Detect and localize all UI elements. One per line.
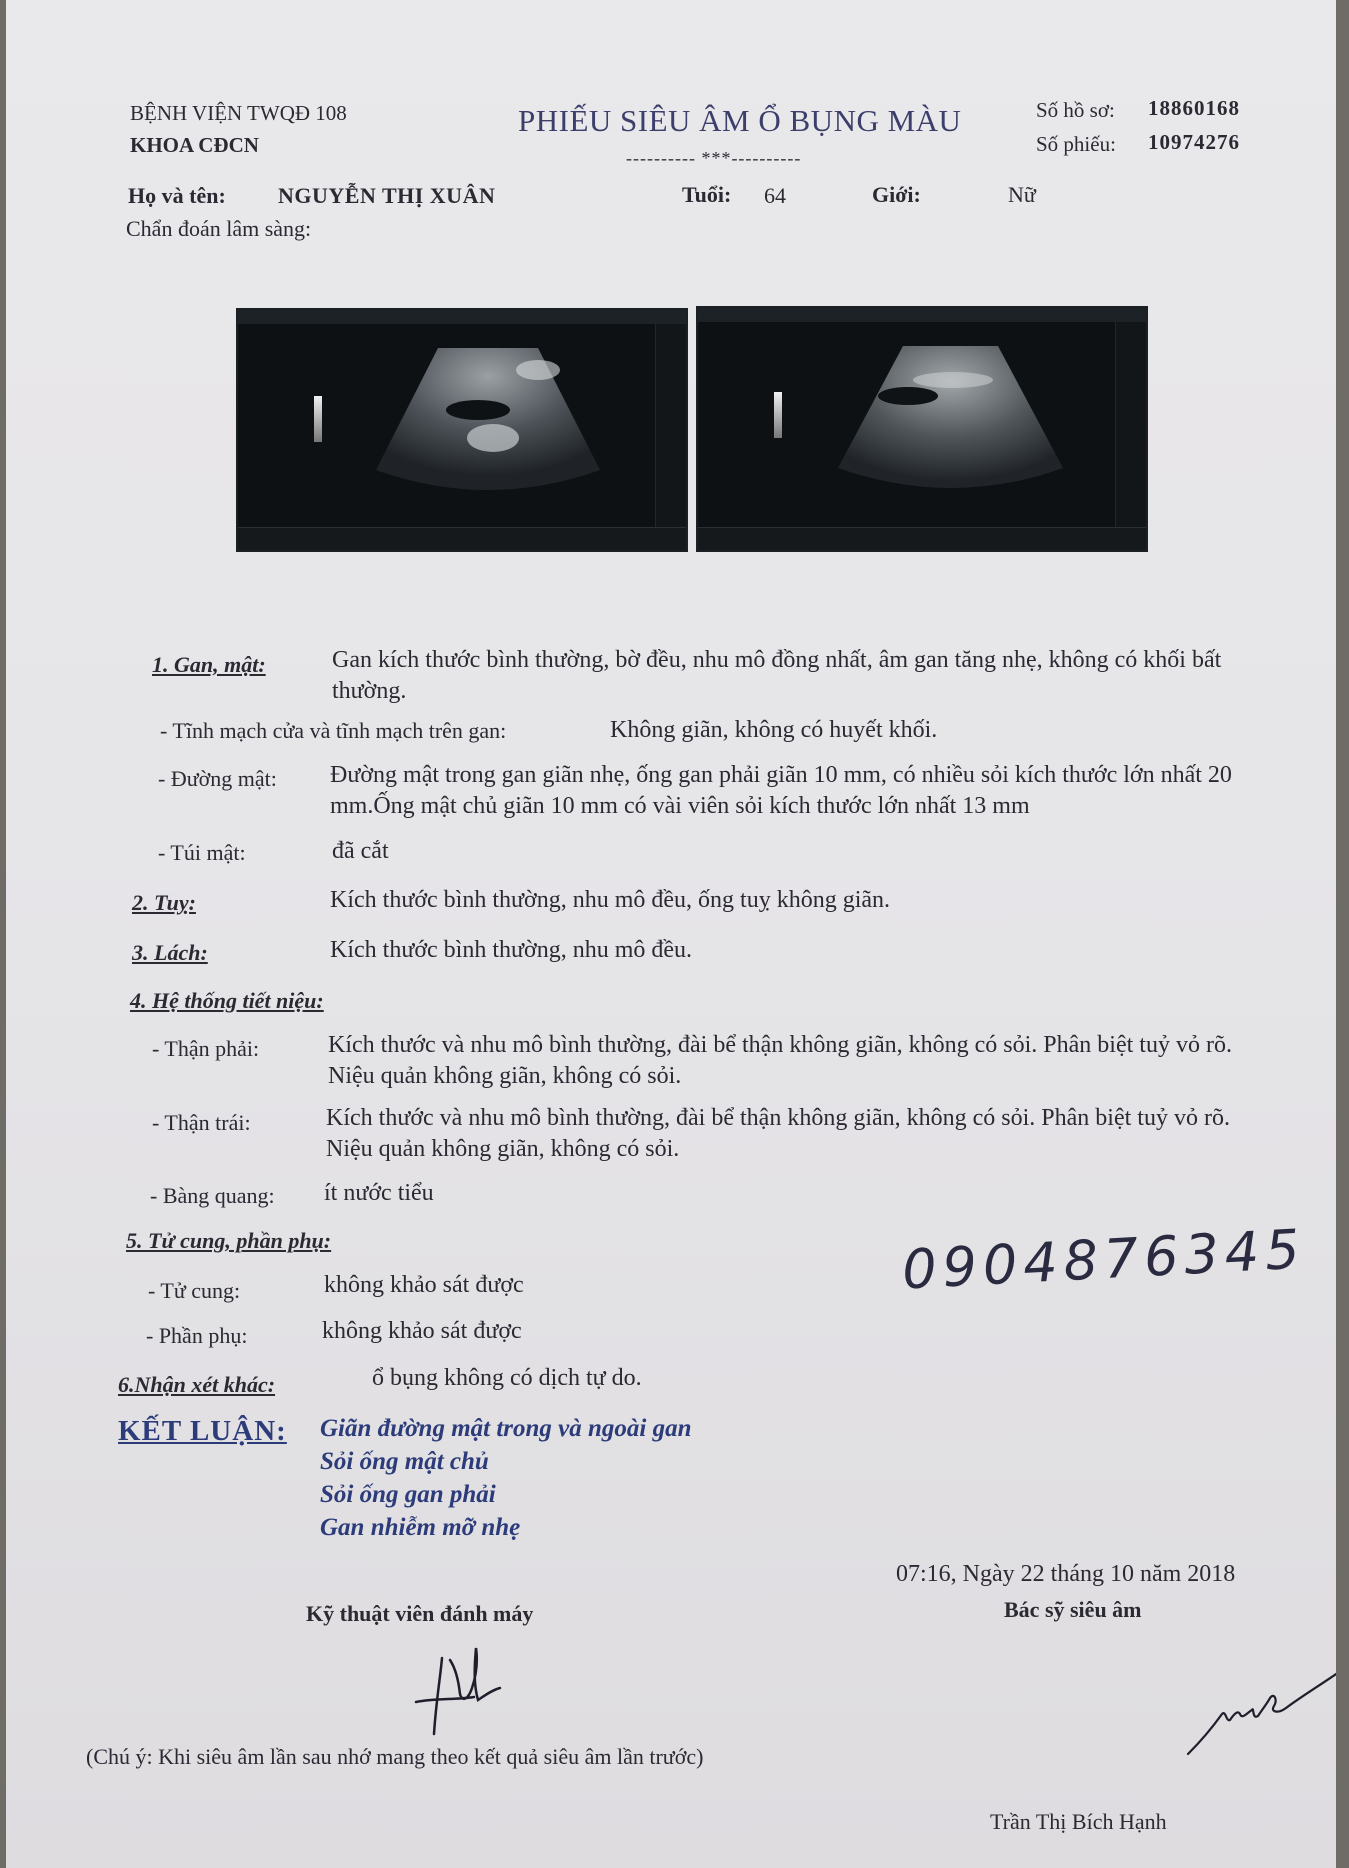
conclusion-line: Sỏi ống mật chủ <box>320 1448 489 1475</box>
department-name: KHOA CĐCN <box>130 133 259 157</box>
left-kidney-findings: Kích thước và nhu mô bình thường, đài bể thận không giãn, không có sỏi. Phân biệt tuỷ vỏ rõ. Niệu quản không giãn, không có sỏi. <box>326 1105 1230 1162</box>
adnexa-label: - Phần phụ: <box>146 1323 248 1348</box>
bladder-findings: ít nước tiểu <box>324 1180 434 1206</box>
slip-no: 10974276 <box>1148 130 1240 154</box>
adnexa-findings: không khảo sát được <box>322 1318 522 1344</box>
age-label: Tuổi: <box>682 182 732 207</box>
liver-findings: Gan kích thước bình thường, bờ đều, nhu mô đồng nhất, âm gan tăng nhẹ, không có khối bất thường. <box>332 647 1222 704</box>
ultrasound-image-right <box>696 306 1148 552</box>
sex-label: Giới: <box>872 182 921 207</box>
ultrasound-report-sheet <box>6 0 1336 1868</box>
typist-label: Kỹ thuật viên đánh máy <box>306 1601 534 1626</box>
name-label: Họ và tên: <box>128 183 226 208</box>
uterus-label: - Tử cung: <box>148 1278 241 1303</box>
portal-vein-findings: Không giãn, không có huyết khối. <box>610 717 938 743</box>
conclusion-line: Sỏi ống gan phải <box>320 1481 496 1508</box>
hospital-name: BỆNH VIỆN TWQĐ 108 <box>130 101 347 125</box>
clinical-diagnosis-label: Chẩn đoán lâm sàng: <box>126 216 312 241</box>
right-kidney-label: - Thận phải: <box>152 1036 260 1061</box>
section-uterus-title: 5. Tử cung, phần phụ: <box>126 1228 332 1253</box>
other-findings: ổ bụng không có dịch tự do. <box>372 1365 642 1391</box>
right-kidney-findings: Kích thước và nhu mô bình thường, đài bể thận không giãn, không có sỏi. Phân biệt tuỷ vỏ rõ. Niệu quản không giãn, không có sỏi. <box>328 1032 1232 1089</box>
conclusion-line: Giãn đường mật trong và ngoài gan <box>320 1415 692 1442</box>
slip-no-label: Số phiếu: <box>1036 132 1116 156</box>
title-decoration: ---------- ***---------- <box>626 148 802 168</box>
follow-up-note: (Chú ý: Khi siêu âm lần sau nhớ mang theo kết quả siêu âm lần trước) <box>86 1744 704 1769</box>
doctor-name: Trần Thị Bích Hạnh <box>990 1809 1167 1834</box>
section-other-title: 6.Nhận xét khác: <box>118 1372 276 1397</box>
section-liver-biliary-title: 1. Gan, mật: <box>152 652 266 677</box>
handwritten-phone-number: 0904876345 <box>900 1217 1307 1302</box>
section-urinary-title: 4. Hệ thống tiết niệu: <box>130 988 324 1013</box>
report-datetime: 07:16, Ngày 22 tháng 10 năm 2018 <box>896 1561 1236 1587</box>
uterus-findings: không khảo sát được <box>324 1272 524 1298</box>
record-no: 18860168 <box>1148 96 1240 120</box>
section-spleen-title: 3. Lách: <box>132 940 208 965</box>
bladder-label: - Bàng quang: <box>150 1183 275 1208</box>
gallbladder-findings: đã cắt <box>332 838 389 864</box>
bile-duct-findings: Đường mật trong gan giãn nhẹ, ống gan phải giãn 10 mm, có nhiều sỏi kích thước lớn nhất 20 mm.Ống mật chủ giãn 10 mm có vài viên sỏi kích thước lớn nhất 13 mm <box>330 762 1232 819</box>
conclusion-line: Gan nhiễm mỡ nhẹ <box>320 1514 521 1541</box>
pancreas-findings: Kích thước bình thường, nhu mô đều, ống tuỵ không giãn. <box>330 887 891 913</box>
doctor-label: Bác sỹ siêu âm <box>1004 1597 1142 1622</box>
ultrasound-image-left <box>236 308 688 552</box>
section-pancreas-title: 2. Tuỵ: <box>132 890 196 915</box>
doctor-signature <box>1182 1640 1336 1760</box>
report-title: PHIẾU SIÊU ÂM Ổ BỤNG MÀU <box>518 103 962 138</box>
record-no-label: Số hồ sơ: <box>1036 98 1115 122</box>
typist-signature <box>396 1640 526 1740</box>
patient-name: NGUYỄN THỊ XUÂN <box>278 183 496 208</box>
portal-vein-label: - Tĩnh mạch cửa và tĩnh mạch trên gan: <box>160 718 507 743</box>
left-kidney-label: - Thận trái: <box>152 1110 251 1135</box>
gallbladder-label: - Túi mật: <box>158 840 246 865</box>
patient-age: 64 <box>764 183 786 208</box>
spleen-findings: Kích thước bình thường, nhu mô đều. <box>330 937 693 963</box>
conclusion-title: KẾT LUẬN: <box>118 1415 287 1447</box>
patient-sex: Nữ <box>1008 182 1036 207</box>
bile-duct-label: - Đường mật: <box>158 766 277 791</box>
